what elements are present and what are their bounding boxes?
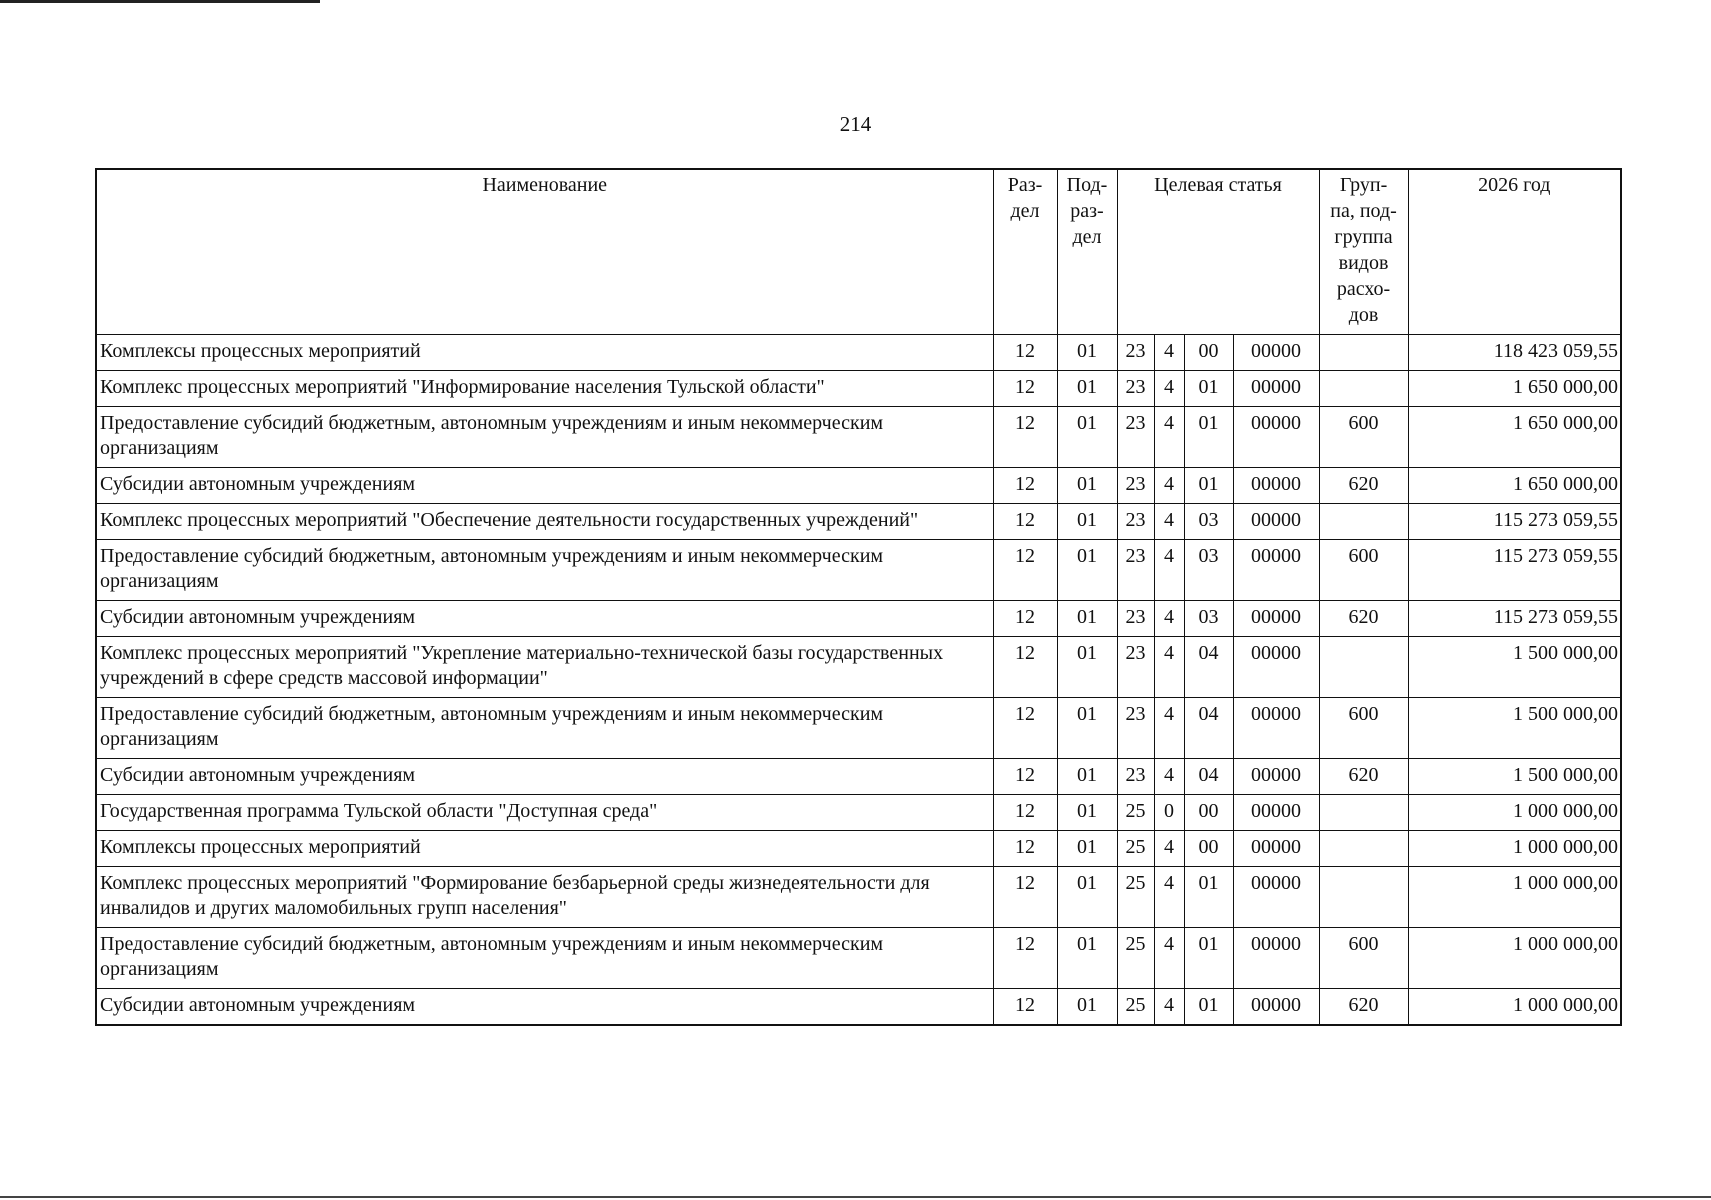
cell-target-direction: 00000 xyxy=(1233,759,1319,795)
cell-name: Комплексы процессных мероприятий xyxy=(96,831,993,867)
cell-name: Комплекс процессных мероприятий "Укрепление материально-технической базы государственных учреждений в сфере средств массовой информации" xyxy=(96,637,993,698)
table-row xyxy=(96,989,1621,1026)
cell-target-subprogram: 01 xyxy=(1184,989,1233,1026)
cell-name: Субсидии автономным учреждениям xyxy=(96,468,993,504)
cell-expense-group: 620 xyxy=(1319,759,1408,795)
scan-top-edge xyxy=(0,0,320,3)
cell-target-program: 25 xyxy=(1117,867,1154,928)
cell-section: 12 xyxy=(993,371,1057,407)
table-row xyxy=(96,407,1621,468)
scan-bottom-edge xyxy=(0,1196,1711,1198)
cell-target-direction: 00000 xyxy=(1233,637,1319,698)
cell-name: Субсидии автономным учреждениям xyxy=(96,759,993,795)
cell-amount: 1 000 000,00 xyxy=(1408,989,1621,1026)
cell-section: 12 xyxy=(993,407,1057,468)
cell-subsection: 01 xyxy=(1057,795,1117,831)
cell-target-type: 4 xyxy=(1154,928,1184,989)
cell-target-direction: 00000 xyxy=(1233,504,1319,540)
cell-target-subprogram: 04 xyxy=(1184,637,1233,698)
cell-target-direction: 00000 xyxy=(1233,928,1319,989)
cell-name: Субсидии автономным учреждениям xyxy=(96,601,993,637)
cell-target-subprogram: 03 xyxy=(1184,540,1233,601)
cell-amount: 1 500 000,00 xyxy=(1408,759,1621,795)
cell-section: 12 xyxy=(993,504,1057,540)
cell-target-subprogram: 01 xyxy=(1184,371,1233,407)
cell-expense-group: 600 xyxy=(1319,928,1408,989)
cell-expense-group: 620 xyxy=(1319,468,1408,504)
page-number: 214 xyxy=(839,112,872,136)
cell-subsection: 01 xyxy=(1057,867,1117,928)
cell-target-type: 4 xyxy=(1154,831,1184,867)
cell-expense-group: 620 xyxy=(1319,989,1408,1026)
cell-target-type: 4 xyxy=(1154,468,1184,504)
cell-subsection: 01 xyxy=(1057,540,1117,601)
cell-target-direction: 00000 xyxy=(1233,371,1319,407)
cell-subsection: 01 xyxy=(1057,698,1117,759)
cell-subsection: 01 xyxy=(1057,637,1117,698)
cell-target-subprogram: 01 xyxy=(1184,928,1233,989)
cell-name: Предоставление субсидий бюджетным, автономным учреждениям и иным некоммерческим организациям xyxy=(96,928,993,989)
cell-target-program: 25 xyxy=(1117,989,1154,1026)
cell-target-direction: 00000 xyxy=(1233,407,1319,468)
cell-amount: 118 423 059,55 xyxy=(1408,335,1621,371)
cell-target-type: 4 xyxy=(1154,637,1184,698)
cell-name: Комплекс процессных мероприятий "Формирование безбарьерной среды жизнедеятельности для инвалидов и других маломобильных групп населения" xyxy=(96,867,993,928)
cell-section: 12 xyxy=(993,928,1057,989)
cell-expense-group xyxy=(1319,637,1408,698)
table-row xyxy=(96,335,1621,371)
cell-amount: 1 650 000,00 xyxy=(1408,371,1621,407)
cell-target-program: 25 xyxy=(1117,831,1154,867)
cell-target-type: 4 xyxy=(1154,504,1184,540)
cell-subsection: 01 xyxy=(1057,504,1117,540)
cell-section: 12 xyxy=(993,335,1057,371)
header-name: Наименование xyxy=(96,169,993,335)
cell-subsection: 01 xyxy=(1057,989,1117,1026)
cell-expense-group xyxy=(1319,371,1408,407)
cell-subsection: 01 xyxy=(1057,759,1117,795)
budget-table xyxy=(95,168,1622,1026)
cell-target-program: 23 xyxy=(1117,698,1154,759)
cell-amount: 1 000 000,00 xyxy=(1408,867,1621,928)
cell-target-direction: 00000 xyxy=(1233,540,1319,601)
table-row xyxy=(96,831,1621,867)
cell-target-subprogram: 01 xyxy=(1184,407,1233,468)
table-row xyxy=(96,601,1621,637)
table-row xyxy=(96,928,1621,989)
table-body xyxy=(96,335,1621,1026)
cell-section: 12 xyxy=(993,989,1057,1026)
cell-section: 12 xyxy=(993,468,1057,504)
cell-target-program: 25 xyxy=(1117,795,1154,831)
cell-target-subprogram: 00 xyxy=(1184,335,1233,371)
cell-target-type: 4 xyxy=(1154,867,1184,928)
cell-target-type: 4 xyxy=(1154,335,1184,371)
cell-target-subprogram: 00 xyxy=(1184,795,1233,831)
cell-target-subprogram: 04 xyxy=(1184,698,1233,759)
cell-target-program: 23 xyxy=(1117,759,1154,795)
cell-target-program: 23 xyxy=(1117,371,1154,407)
cell-target-direction: 00000 xyxy=(1233,831,1319,867)
table-row xyxy=(96,867,1621,928)
cell-amount: 1 000 000,00 xyxy=(1408,795,1621,831)
table-row xyxy=(96,540,1621,601)
cell-amount: 115 273 059,55 xyxy=(1408,540,1621,601)
cell-amount: 1 000 000,00 xyxy=(1408,928,1621,989)
cell-amount: 1 650 000,00 xyxy=(1408,468,1621,504)
cell-section: 12 xyxy=(993,831,1057,867)
cell-target-direction: 00000 xyxy=(1233,601,1319,637)
cell-target-type: 4 xyxy=(1154,989,1184,1026)
cell-target-type: 0 xyxy=(1154,795,1184,831)
cell-target-subprogram: 01 xyxy=(1184,867,1233,928)
cell-target-program: 23 xyxy=(1117,468,1154,504)
header-subsection: Под- раз- дел xyxy=(1057,169,1117,335)
cell-target-subprogram: 01 xyxy=(1184,468,1233,504)
cell-target-program: 23 xyxy=(1117,601,1154,637)
cell-amount: 1 000 000,00 xyxy=(1408,831,1621,867)
table-row xyxy=(96,371,1621,407)
cell-name: Предоставление субсидий бюджетным, автономным учреждениям и иным некоммерческим организациям xyxy=(96,698,993,759)
cell-target-direction: 00000 xyxy=(1233,795,1319,831)
cell-expense-group xyxy=(1319,867,1408,928)
cell-target-direction: 00000 xyxy=(1233,867,1319,928)
header-expense-group: Груп- па, под- группа видов расхо- дов xyxy=(1319,169,1408,335)
cell-subsection: 01 xyxy=(1057,601,1117,637)
cell-section: 12 xyxy=(993,540,1057,601)
cell-target-direction: 00000 xyxy=(1233,989,1319,1026)
table-row xyxy=(96,504,1621,540)
cell-expense-group xyxy=(1319,831,1408,867)
cell-expense-group: 600 xyxy=(1319,698,1408,759)
cell-subsection: 01 xyxy=(1057,335,1117,371)
cell-subsection: 01 xyxy=(1057,407,1117,468)
cell-section: 12 xyxy=(993,698,1057,759)
cell-target-subprogram: 03 xyxy=(1184,504,1233,540)
cell-target-program: 23 xyxy=(1117,407,1154,468)
cell-subsection: 01 xyxy=(1057,928,1117,989)
cell-amount: 1 500 000,00 xyxy=(1408,698,1621,759)
cell-expense-group xyxy=(1319,795,1408,831)
cell-name: Предоставление субсидий бюджетным, автономным учреждениям и иным некоммерческим организациям xyxy=(96,540,993,601)
cell-target-subprogram: 00 xyxy=(1184,831,1233,867)
cell-target-type: 4 xyxy=(1154,407,1184,468)
cell-subsection: 01 xyxy=(1057,468,1117,504)
cell-target-program: 23 xyxy=(1117,504,1154,540)
cell-section: 12 xyxy=(993,637,1057,698)
table-row xyxy=(96,698,1621,759)
cell-target-subprogram: 03 xyxy=(1184,601,1233,637)
table-row xyxy=(96,759,1621,795)
cell-expense-group xyxy=(1319,335,1408,371)
cell-target-program: 23 xyxy=(1117,540,1154,601)
cell-expense-group: 620 xyxy=(1319,601,1408,637)
table-row xyxy=(96,468,1621,504)
cell-expense-group xyxy=(1319,504,1408,540)
cell-target-type: 4 xyxy=(1154,540,1184,601)
cell-name: Государственная программа Тульской области "Доступная среда" xyxy=(96,795,993,831)
cell-amount: 1 500 000,00 xyxy=(1408,637,1621,698)
table-row xyxy=(96,637,1621,698)
cell-target-program: 25 xyxy=(1117,928,1154,989)
cell-target-type: 4 xyxy=(1154,601,1184,637)
cell-name: Субсидии автономным учреждениям xyxy=(96,989,993,1026)
cell-target-type: 4 xyxy=(1154,371,1184,407)
cell-target-direction: 00000 xyxy=(1233,468,1319,504)
cell-target-program: 23 xyxy=(1117,335,1154,371)
cell-name: Предоставление субсидий бюджетным, автономным учреждениям и иным некоммерческим организациям xyxy=(96,407,993,468)
cell-subsection: 01 xyxy=(1057,371,1117,407)
cell-target-direction: 00000 xyxy=(1233,335,1319,371)
cell-name: Комплексы процессных мероприятий xyxy=(96,335,993,371)
cell-amount: 115 273 059,55 xyxy=(1408,601,1621,637)
cell-expense-group: 600 xyxy=(1319,540,1408,601)
cell-target-program: 23 xyxy=(1117,637,1154,698)
cell-expense-group: 600 xyxy=(1319,407,1408,468)
cell-section: 12 xyxy=(993,601,1057,637)
table-row xyxy=(96,795,1621,831)
header-section: Раз- дел xyxy=(993,169,1057,335)
table-header-row xyxy=(96,169,1621,335)
header-year-2026: 2026 год xyxy=(1408,169,1621,335)
cell-section: 12 xyxy=(993,867,1057,928)
cell-section: 12 xyxy=(993,759,1057,795)
cell-target-direction: 00000 xyxy=(1233,698,1319,759)
cell-amount: 115 273 059,55 xyxy=(1408,504,1621,540)
cell-target-subprogram: 04 xyxy=(1184,759,1233,795)
cell-amount: 1 650 000,00 xyxy=(1408,407,1621,468)
cell-target-type: 4 xyxy=(1154,759,1184,795)
header-target-article: Целевая статья xyxy=(1117,169,1319,335)
cell-target-type: 4 xyxy=(1154,698,1184,759)
cell-name: Комплекс процессных мероприятий "Информирование населения Тульской области" xyxy=(96,371,993,407)
cell-subsection: 01 xyxy=(1057,831,1117,867)
cell-name: Комплекс процессных мероприятий "Обеспечение деятельности государственных учреждений" xyxy=(96,504,993,540)
cell-section: 12 xyxy=(993,795,1057,831)
